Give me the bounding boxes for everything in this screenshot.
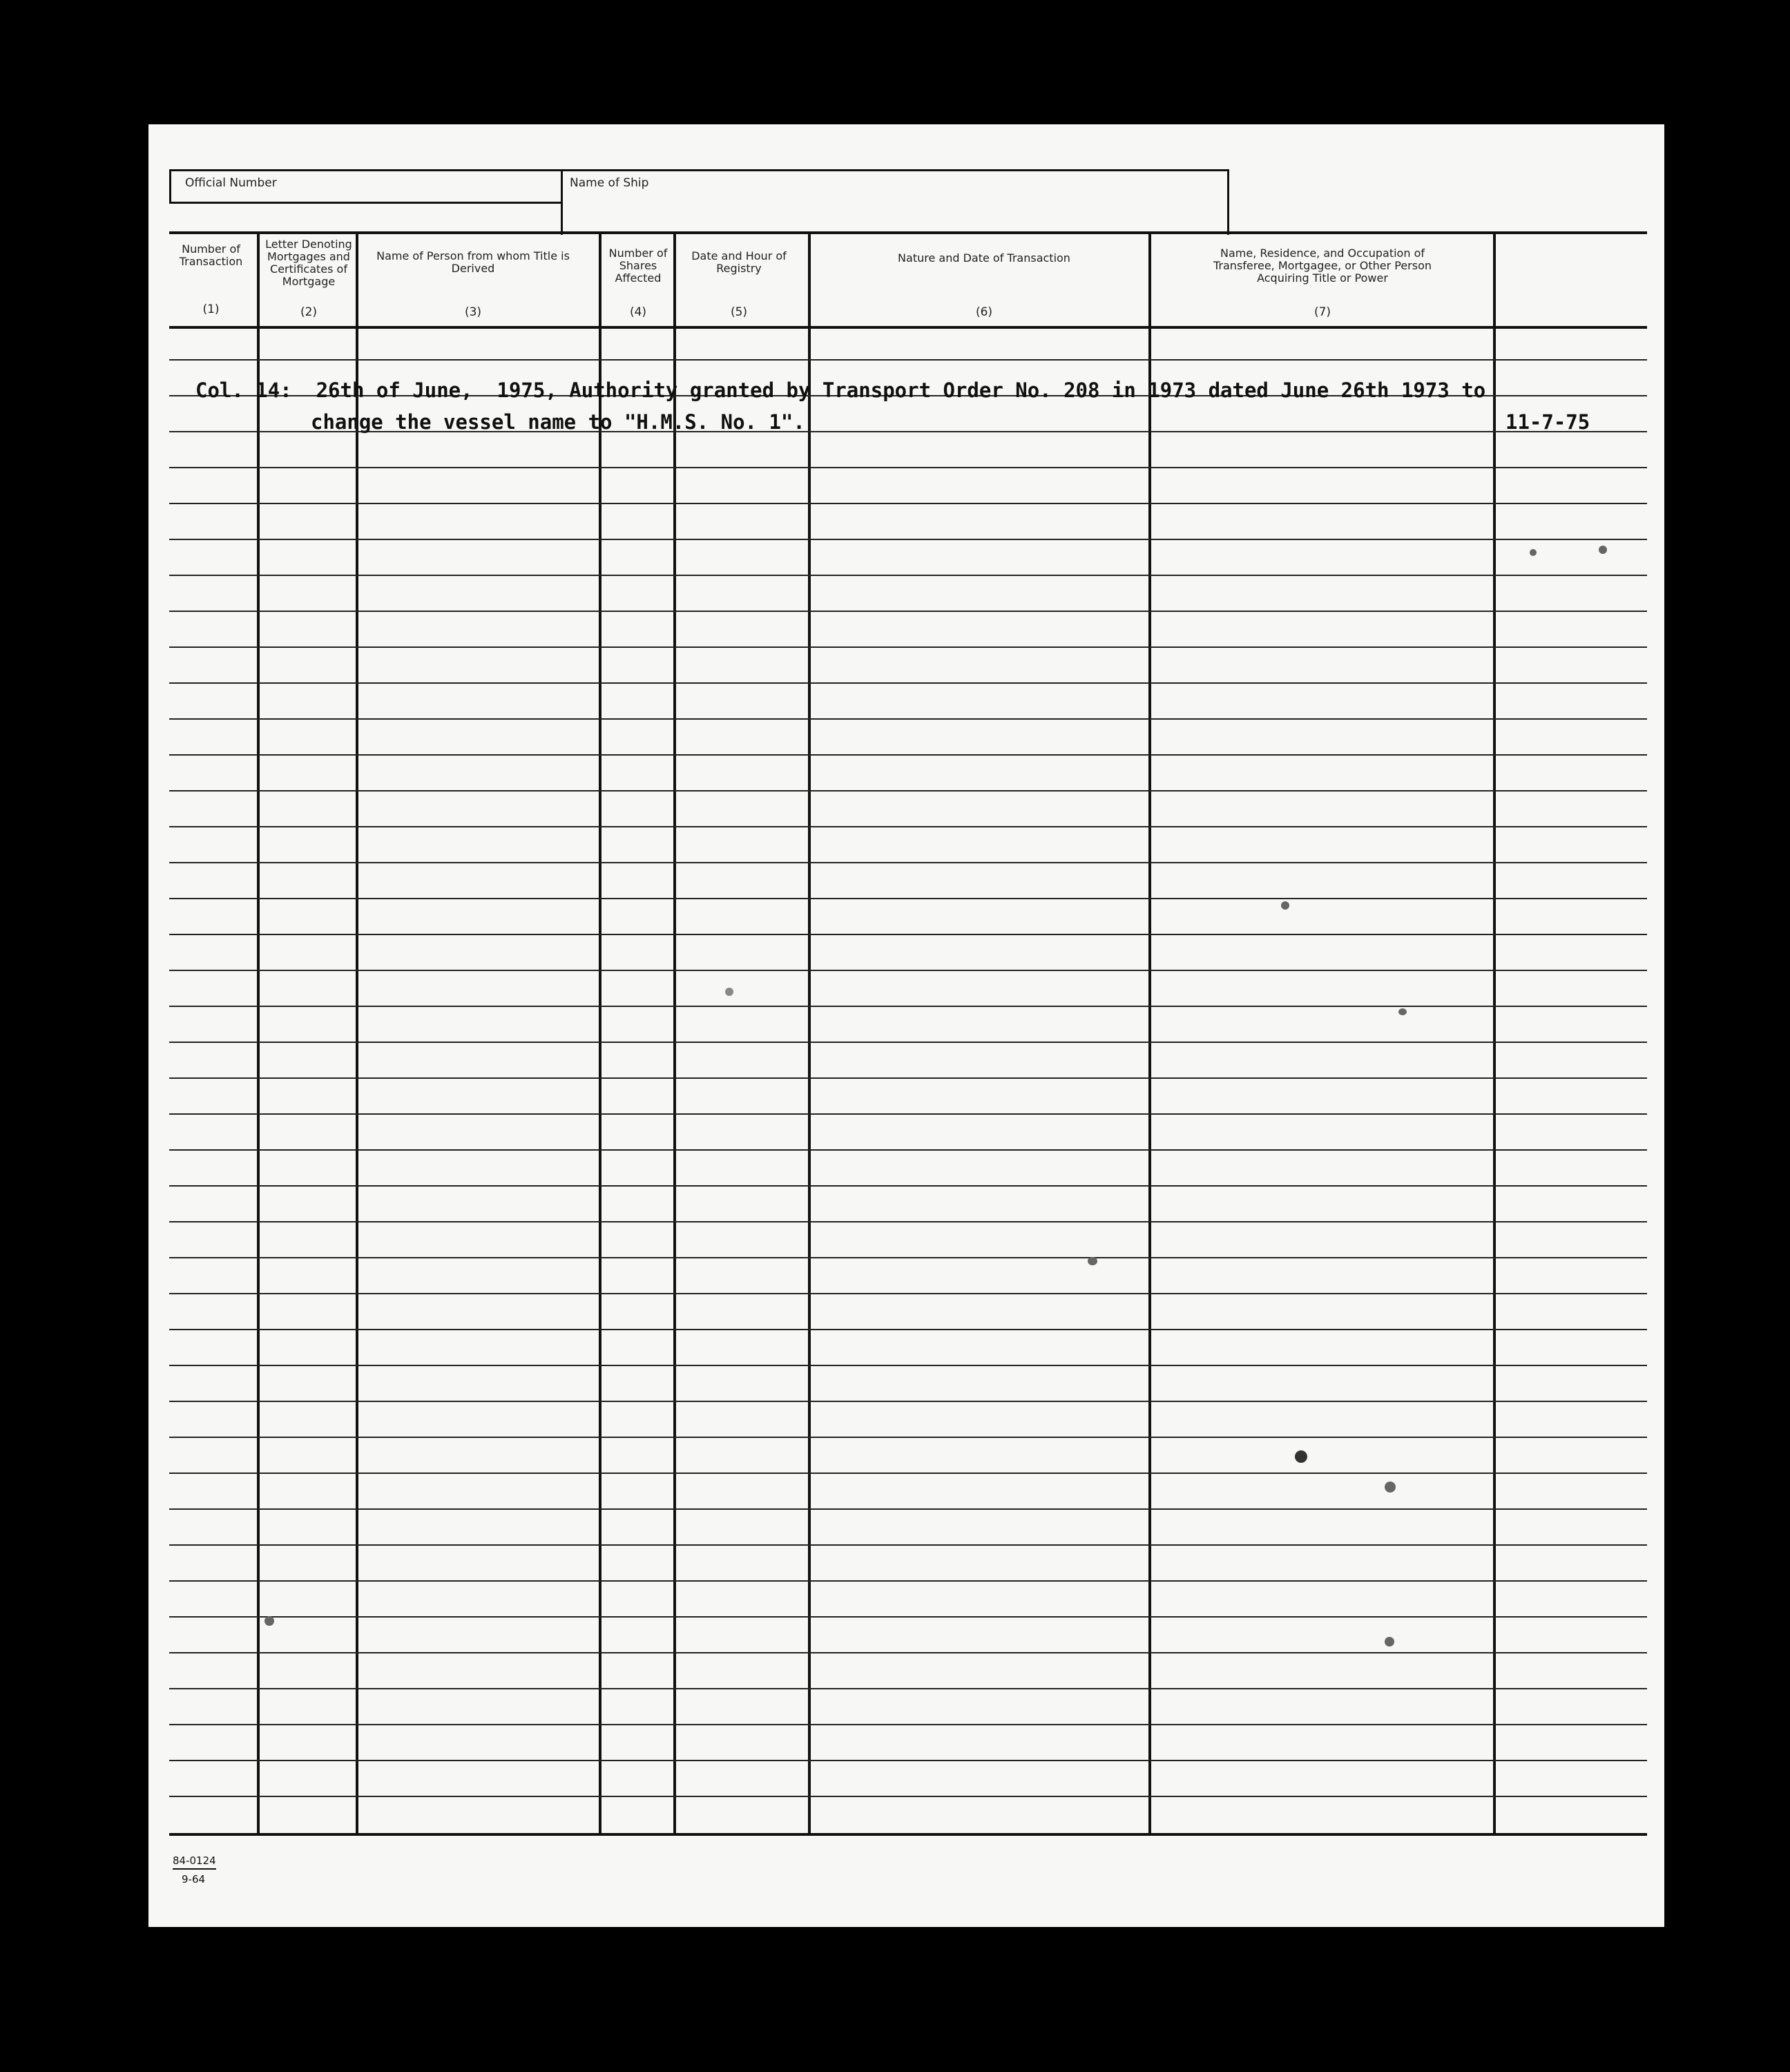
speck bbox=[1530, 549, 1537, 556]
speck bbox=[1295, 1450, 1307, 1463]
ruled-line bbox=[169, 1042, 1647, 1043]
table-top-border bbox=[169, 231, 1647, 234]
ruled-line bbox=[169, 1257, 1647, 1258]
ruled-line bbox=[169, 970, 1647, 971]
speck bbox=[1599, 546, 1607, 554]
ruled-line bbox=[169, 898, 1647, 899]
col-divider-1 bbox=[257, 231, 260, 1834]
col-divider-3 bbox=[599, 231, 602, 1834]
table-bottom-border bbox=[169, 1833, 1647, 1836]
col-5-number: (5) bbox=[730, 305, 748, 319]
ship-name-label: Name of Ship bbox=[570, 176, 649, 190]
col-divider-4 bbox=[673, 231, 676, 1834]
col-4-header: Number of Shares Affected bbox=[608, 247, 668, 285]
col-6-number: (6) bbox=[975, 305, 993, 319]
ruled-line bbox=[169, 1724, 1647, 1725]
ruled-line bbox=[169, 467, 1647, 468]
speck bbox=[1281, 901, 1289, 910]
col-1-number: (1) bbox=[202, 303, 220, 316]
ruled-line bbox=[169, 1329, 1647, 1330]
col-2-header: Letter Denoting Mortgages and Certificates of Mortgage bbox=[265, 238, 352, 288]
ruled-line bbox=[169, 1437, 1647, 1438]
ruled-line bbox=[169, 1149, 1647, 1151]
speck bbox=[1088, 1257, 1097, 1265]
ruled-line bbox=[169, 1365, 1647, 1366]
col-divider-5 bbox=[808, 231, 811, 1834]
ruled-line bbox=[169, 862, 1647, 863]
ruled-line bbox=[169, 359, 1647, 361]
ruled-line bbox=[169, 1580, 1647, 1582]
ruled-line bbox=[169, 1221, 1647, 1222]
ruled-line bbox=[169, 503, 1647, 504]
ruled-line bbox=[169, 1077, 1647, 1079]
col-2-number: (2) bbox=[300, 305, 318, 319]
header-bottom-border bbox=[169, 326, 1647, 329]
ruled-line bbox=[169, 1688, 1647, 1689]
ruled-line bbox=[169, 1473, 1647, 1474]
col-4-number: (4) bbox=[629, 305, 647, 319]
ruled-line bbox=[169, 1293, 1647, 1294]
col-1-header: Number of Transaction bbox=[179, 242, 243, 268]
ruled-line bbox=[169, 539, 1647, 540]
col-divider-6 bbox=[1148, 231, 1151, 1834]
ruled-line bbox=[169, 1401, 1647, 1402]
speck bbox=[1385, 1637, 1394, 1647]
ruled-line bbox=[169, 1185, 1647, 1187]
speck bbox=[1385, 1481, 1396, 1493]
col-7-number: (7) bbox=[1313, 305, 1331, 319]
ruled-line bbox=[169, 1006, 1647, 1007]
ruled-line bbox=[169, 934, 1647, 935]
ruled-line bbox=[169, 682, 1647, 684]
ruled-line bbox=[169, 826, 1647, 827]
ruled-line bbox=[169, 1760, 1647, 1761]
ruled-line bbox=[169, 1652, 1647, 1653]
entry-line-1: Col. 14: 26th of June, 1975, Authority granted by Transport Order No. 208 in 1973 dated June 26th 1973 to bbox=[195, 378, 1486, 402]
col-6-header: Nature and Date of Transaction bbox=[898, 251, 1070, 265]
register-sheet bbox=[148, 124, 1664, 1927]
col-3-number: (3) bbox=[464, 305, 482, 319]
ruled-line bbox=[169, 718, 1647, 720]
ruled-line bbox=[169, 646, 1647, 648]
ship-name-box bbox=[561, 169, 1229, 235]
speck bbox=[1398, 1008, 1407, 1015]
entry-line-2: change the vessel name to "H.M.S. No. 1". bbox=[311, 410, 805, 434]
ruled-line bbox=[169, 611, 1647, 612]
ruled-line bbox=[169, 575, 1647, 576]
col-divider-7 bbox=[1493, 231, 1496, 1834]
form-date: 9-64 bbox=[182, 1873, 206, 1886]
col-3-header: Name of Person from whom Title is Derived bbox=[376, 249, 570, 275]
speck bbox=[264, 1616, 274, 1626]
col-7-header: Name, Residence, and Occupation of Transferee, Mortgagee, or Other Person Acquiring Title or Power bbox=[1213, 247, 1432, 285]
ruled-line bbox=[169, 1796, 1647, 1797]
ruled-line bbox=[169, 754, 1647, 756]
ruled-line bbox=[169, 1508, 1647, 1510]
form-number: 84-0124 bbox=[173, 1854, 216, 1870]
official-number-box bbox=[169, 169, 563, 204]
entry-date: 11-7-75 bbox=[1505, 410, 1590, 434]
official-number-label: Official Number bbox=[185, 176, 277, 190]
col-divider-2 bbox=[356, 231, 358, 1834]
col-5-header: Date and Hour of Registry bbox=[691, 249, 787, 275]
ruled-line bbox=[169, 790, 1647, 792]
ruled-line bbox=[169, 1544, 1647, 1546]
ruled-line bbox=[169, 1113, 1647, 1115]
ruled-line bbox=[169, 1616, 1647, 1618]
speck bbox=[725, 988, 733, 996]
